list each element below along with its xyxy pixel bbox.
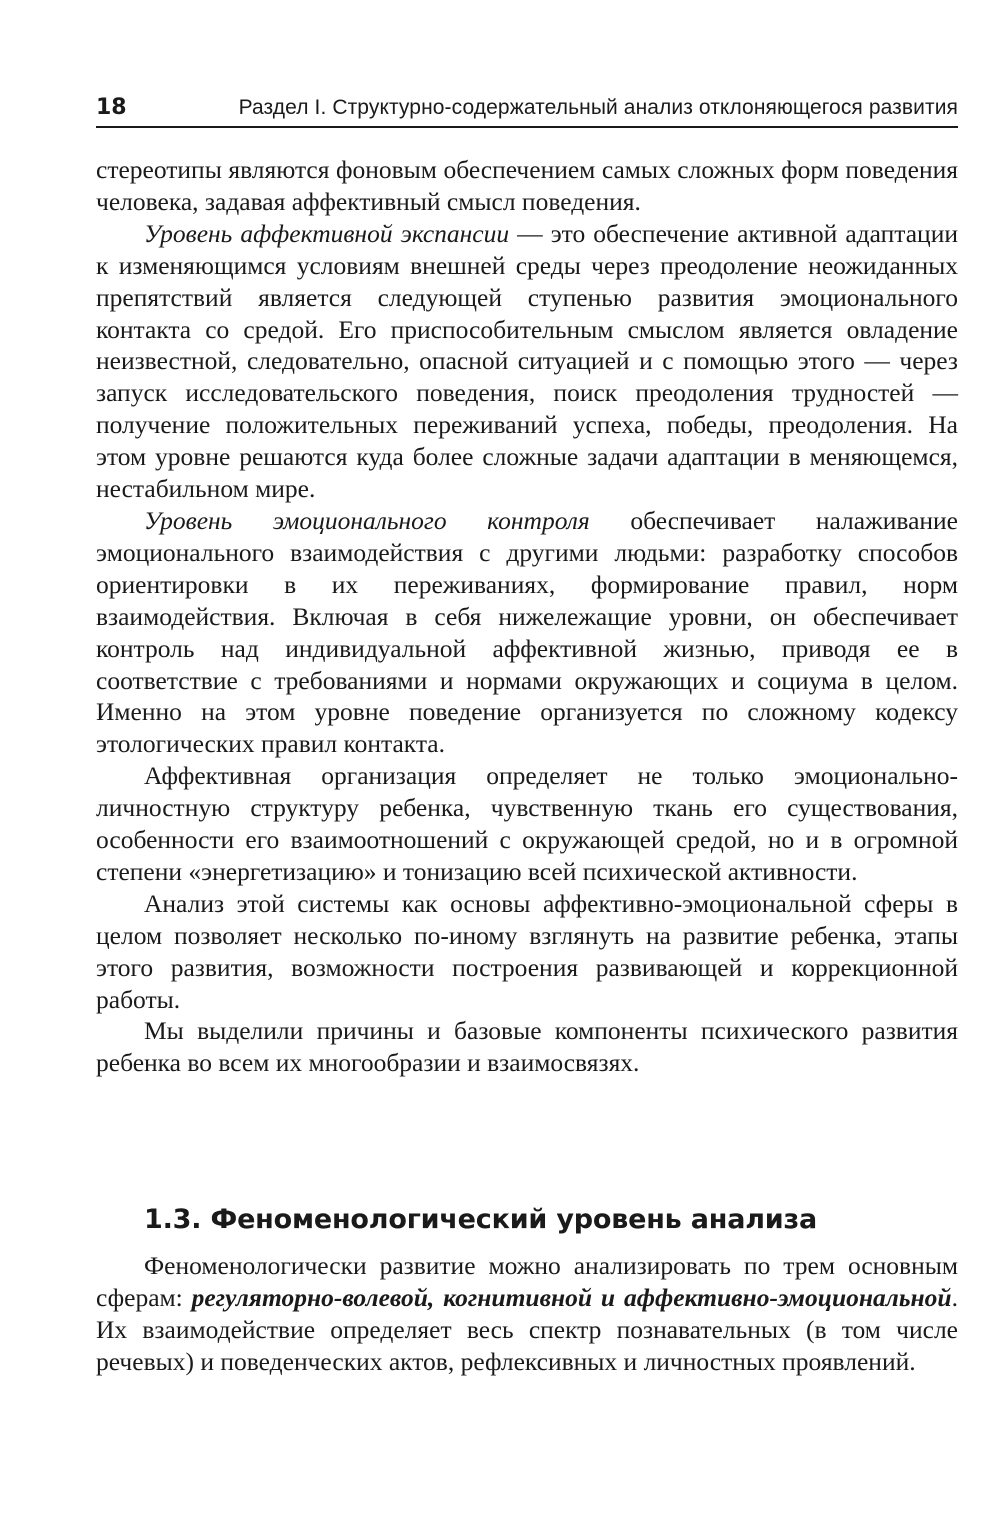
section-text	[96, 1250, 958, 1378]
term-emotional-control: Уровень эмоционального контроля	[144, 505, 590, 535]
paragraph-system-analysis	[96, 888, 958, 1016]
paragraph-phenomenological	[96, 1250, 958, 1378]
paragraph-affective-expansion	[96, 218, 958, 505]
paragraph-text: Феноменологически развитие можно анализировать по трем основным сферам:	[96, 1251, 958, 1312]
page-number: 18	[96, 95, 127, 120]
term-affective-expansion: Уровень аффективной экспансии	[144, 218, 510, 248]
paragraph-continuation	[96, 154, 958, 218]
paragraph-text: Аффективная организация определяет не только эмоционально-личностную структуру ребенка, чувственную ткань его существования, особенности его взаимоотношений с окружающей средой, но и в огромной степени «энергетизацию» и тонизацию всей психической активности.	[96, 761, 958, 886]
paragraph-affective-organization	[96, 760, 958, 888]
paragraph-text: обеспечивает налаживание эмоционального взаимодействия с другими людьми: разработку способов ориентировки в их переживаниях, формирование правил, норм взаимодействия. Включая в себя нижележащие уровни, он обеспечивает контроль над индивидуальной аффективной жизнью, приводя ее в соответствие с требованиями и нормами окружающих и социума в целом. Именно на этом уровне поведение организуется по сложному кодексу этологических правил контакта.	[96, 505, 958, 759]
body-text	[96, 154, 958, 1079]
paragraph-causes-components	[96, 1015, 958, 1079]
paragraph-text: . Их взаимодействие определяет весь спектр познавательных (в том числе речевых) и поведенческих актов, рефлексивных и личностных проявлений.	[96, 1282, 958, 1376]
paragraph-emotional-control	[96, 505, 958, 760]
section-heading: 1.3. Феноменологический уровень анализа	[144, 1204, 818, 1235]
paragraph-text: — это обеспечение активной адаптации к изменяющимся условиям внешней среды через преодоление неожиданных препятствий является следующей ступенью развития эмоционального контакта со средой. Его приспособительным смыслом является овладение неизвестной, следовательно, опасной ситуацией и с помощью этого — через запуск исследовательского поведения, поиск преодоления трудностей — получение положительных переживаний успеха, победы, преодоления. На этом уровне решаются куда более сложные задачи адаптации в меняющемся, нестабильном мире.	[96, 218, 958, 504]
paragraph-text: Мы выделили причины и базовые компоненты психического развития ребенка во всем их многообразии и взаимосвязях.	[96, 1016, 958, 1078]
paragraph-text: Анализ этой системы как основы аффективно-эмоциональной сферы в целом позволяет несколько по-иному взглянуть на развитие ребенка, этапы этого развития, возможности построения развивающей и коррекционной работы.	[96, 888, 958, 1014]
term-spheres: регуляторно-волевой, когнитивной и аффективно-эмоциональной	[191, 1282, 952, 1312]
running-header	[96, 94, 958, 128]
paragraph-text: стереотипы являются фоновым обеспечением самых сложных форм поведения человека, задавая аффективный смысл поведения.	[96, 155, 958, 216]
running-title: Раздел I. Структурно-содержательный анализ отклоняющегося развития	[238, 96, 958, 119]
